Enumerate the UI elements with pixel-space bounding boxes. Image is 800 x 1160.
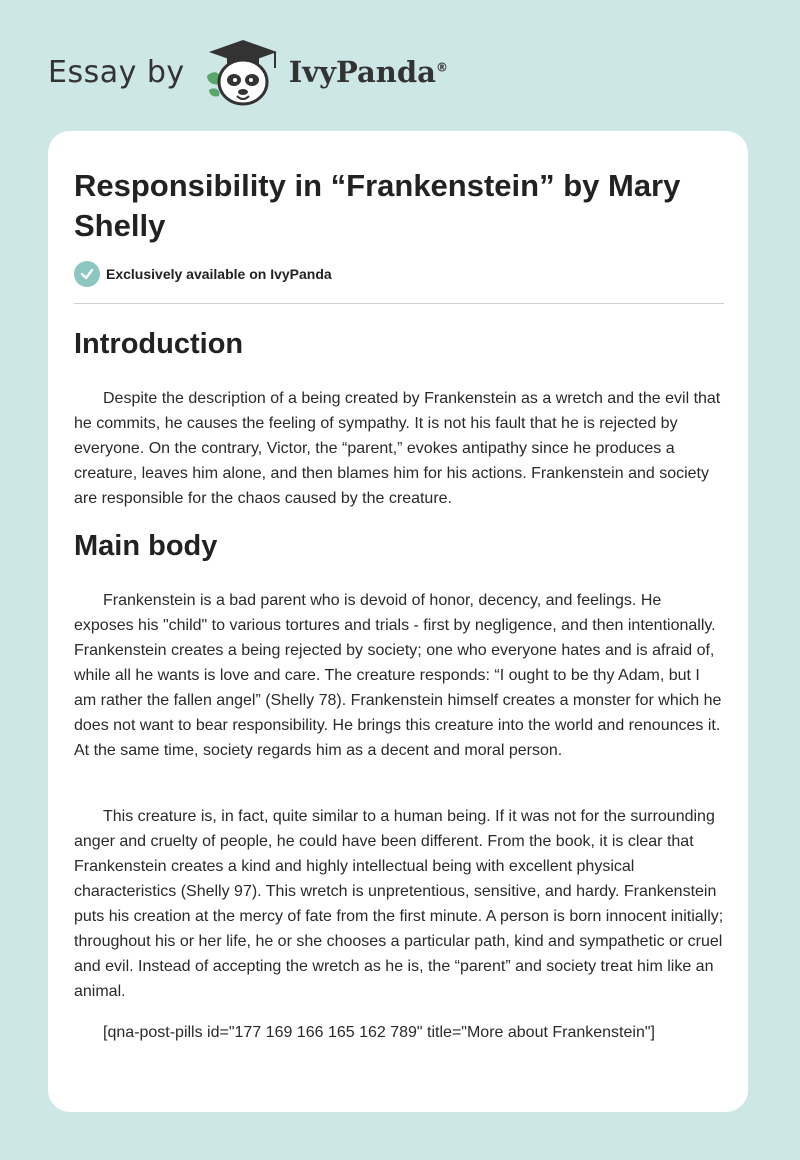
paragraph: Despite the description of a being created by Frankenstein as a wretch and the evil that he commits, he causes the feeling of sympathy. It is not his fault that he is rejected by everyone. On the contrary, Victor, the “parent,” evokes antipathy since he produces a creature, leaves him alone, and then blames him for his actions. Frankenstein and society are responsible for the chaos caused by the creature.	[74, 390, 721, 507]
badge-label: Exclusively available on IvyPanda	[106, 266, 332, 282]
shortcode-paragraph: [qna-post-pills id="177 169 166 165 162 789" title="More about Frankenstein"]	[103, 1024, 655, 1041]
section-heading-main-body: Main body	[74, 530, 218, 562]
registered-mark: ®	[435, 60, 448, 75]
brand-name	[289, 55, 448, 89]
section-heading-introduction: Introduction	[74, 328, 244, 360]
paragraph: This creature is, in fact, quite similar to a human being. If it was not for the surrounding anger and cruelty of people, he could have been different. From the book, it is clear that Frankenstein creates a kind and highly intellectual being with excellent physical characteristics (Shelly 97). This wretch is unpretentious, sensitive, and hardy. Frankenstein puts his creation at the mercy of fate from the first minute. A person is born innocent initially; throughout his or her life, he or she chooses a particular path, kind and sympathetic or cruel and evil. Instead of accepting the wretch as he is, the “parent” and society treat him like an animal.	[74, 808, 724, 1000]
title-divider	[74, 303, 724, 304]
exclusive-badge	[74, 261, 332, 287]
panda-logo-icon	[201, 36, 285, 108]
brand-name-text: IvyPanda	[288, 55, 436, 89]
article-title: Responsibility in “Frankenstein” by Mary Shelly	[74, 168, 681, 243]
brand-prefix: Essay by	[48, 54, 185, 90]
brand-header	[48, 36, 448, 108]
paragraph: Frankenstein is a bad parent who is devoid of honor, decency, and feelings. He exposes his "child" to various tortures and trials - first by negligence, and then intentionally. Frankenstein creates a being rejected by society; one who everyone hates and is afraid of, while all he wants is love and care. The creature responds: “I ought to be thy Adam, but I am rather the fallen angel” (Shelly 78). Frankenstein himself creates a monster for which he does not want to bear responsibility. He brings this creature into the world and renounces it. At the same time, society regards him as a decent and moral person.	[74, 592, 722, 759]
check-icon	[74, 261, 100, 287]
article-card	[48, 131, 748, 1112]
